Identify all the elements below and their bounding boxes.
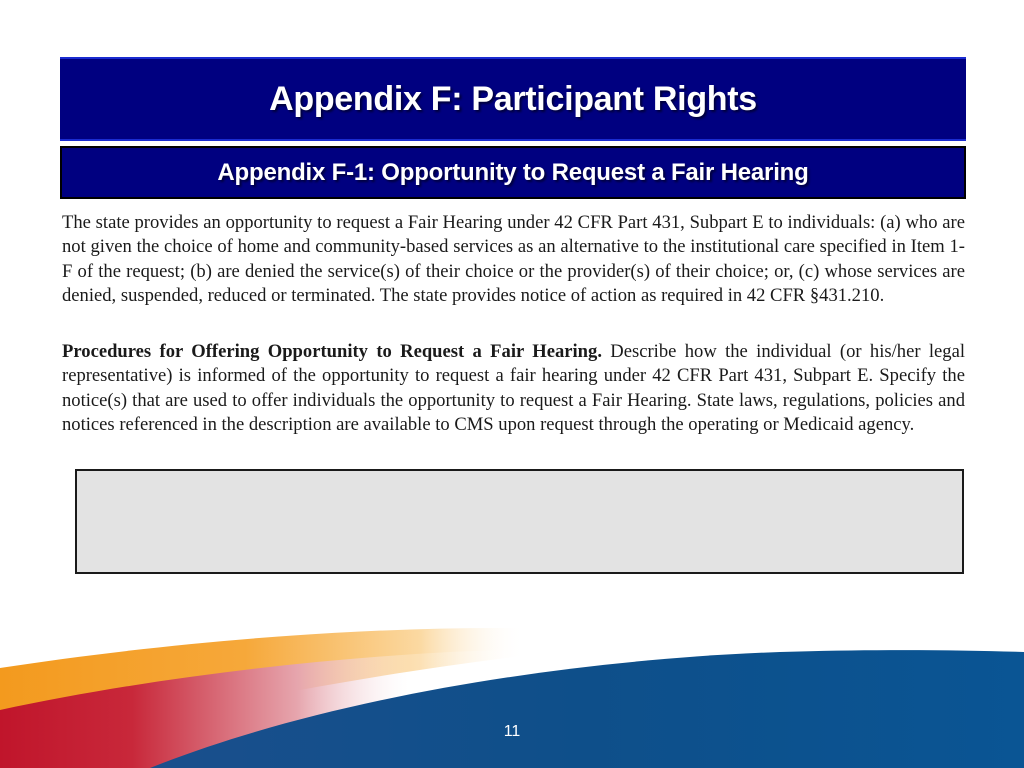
response-text-box[interactable]: [75, 469, 964, 574]
procedures-body: Describe how the individual (or his/her legal representative) is informed of the opportunity to request a fair hearing under 42 CFR Part 431, Subpart E. Specify the notice(s) that are used to offer individuals the opportunity to request a Fair Hearing. State laws, regulations, policies and notices referenced in the description are available to CMS upon request through the operating or Medicaid agency.: [62, 341, 965, 436]
footer-swoosh-graphic: [0, 600, 1024, 768]
slide-subtitle: Appendix F-1: Opportunity to Request a Fair Hearing: [217, 158, 809, 186]
intro-paragraph: The state provides an opportunity to request a Fair Hearing under 42 CFR Part 431, Subpart E to individuals: (a) who are not given the choice of home and community-based services as an alternative to the institutional care specified in Item 1-F of the request; (b) are denied the service(s) of their choice or the provider(s) of their choice; or, (c) whose services are denied, suspended, reduced or terminated. The state provides notice of action as required in 42 CFR §431.210.: [62, 212, 965, 307]
slide-title: Appendix F: Participant Rights: [269, 79, 757, 118]
procedures-heading: Procedures for Offering Opportunity to Request a Fair Hearing.: [62, 341, 602, 362]
procedures-paragraph: [62, 340, 965, 438]
slide-subtitle-bar: [60, 146, 966, 199]
slide-title-bar: [60, 57, 966, 141]
page-number: 11: [503, 723, 521, 740]
